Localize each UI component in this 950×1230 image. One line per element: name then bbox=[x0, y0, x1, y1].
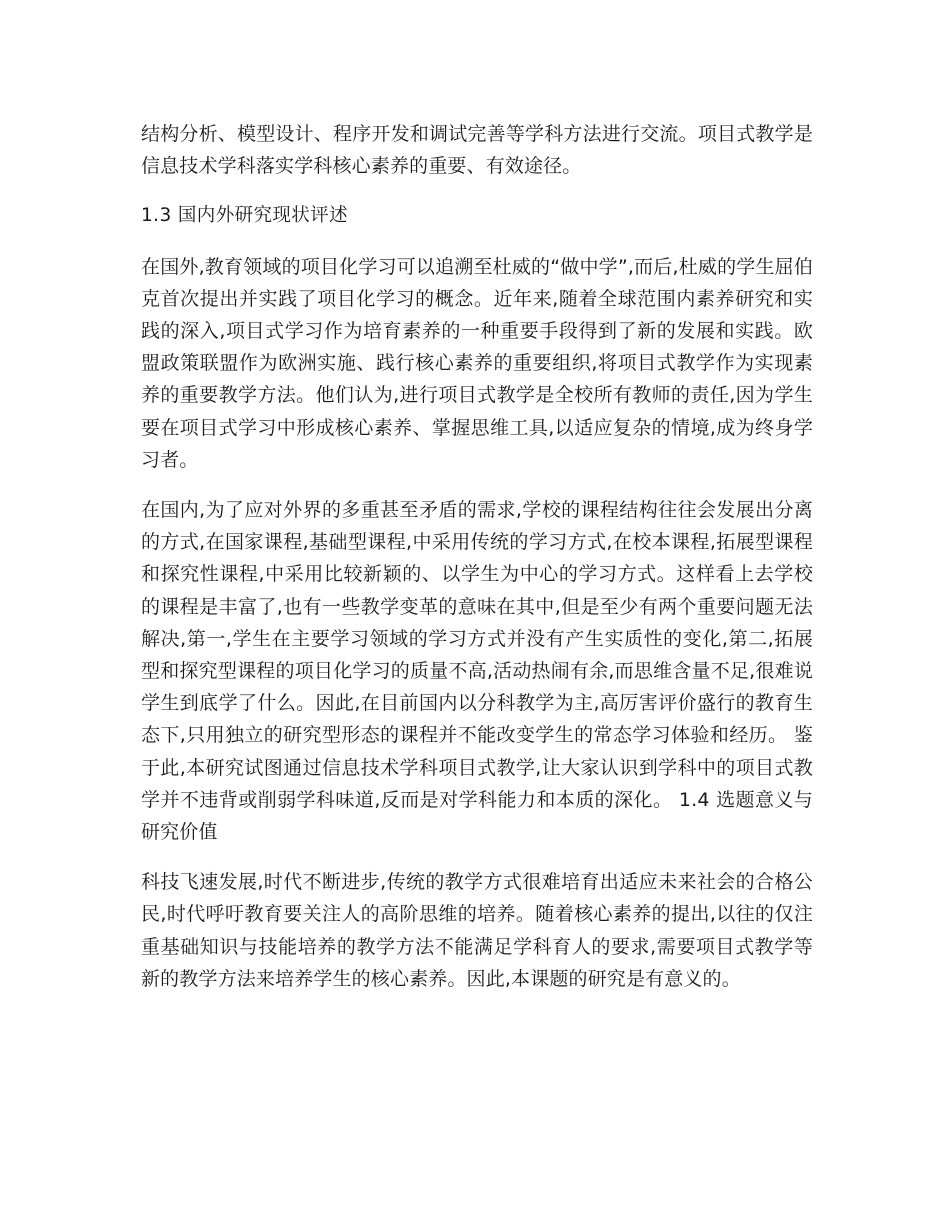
section-heading-1-3: 1.3 国内外研究现状评述 bbox=[141, 205, 349, 227]
paragraph-research-significance: 科技飞速发展,时代不断进步,传统的教学方式很难培育出适应未来社会的合格公民,时代呼吁教育要关注人的高阶思维的培养。随着核心素养的提出,以往的仅注重基础知识与技能培养的教学方法不能满足学科育人的要求,需要项目式教学等新的教学方法来培养学生的核心素养。因此,本课题的研究是有意义的。 bbox=[141, 871, 813, 990]
paragraph-intro-continuation: 结构分析、模型设计、程序开发和调试完善等学科方法进行交流。项目式教学是信息技术学科落实学科核心素养的重要、有效途径。 bbox=[141, 123, 813, 178]
paragraph-domestic-research: 在国内,为了应对外界的多重甚至矛盾的需求,学校的课程结构往往会发展出分离的方式,在国家课程,基础型课程,中采用传统的学习方式,在校本课程,拓展型课程和探究性课程,中采用比较新颖的、以学生为中心的学习方式。这样看上去学校的课程是丰富了,也有一些教学变革的意味在其中,但是至少有两个重要问题无法解决,第一,学生在主要学习领域的学习方式并没有产生实质性的变化,第二,拓展型和探究型课程的项目化学习的质量不高,活动热闹有余,而思维含量不足,很难说学生到底学了什么。因此,在目前国内以分科教学为主,高厉害评价盛行的教育生态下,只用独立的研究型形态的课程并不能改变学生的常态学习体验和经历。 鉴于此,本研究试图通过信息技术学科项目式教学,让大家认识到学科中的项目式教学并不违背或削弱学科味道,反而是对学科能力和本质的深化。 1.4 选题意义与研究价值 bbox=[141, 499, 813, 844]
paragraph-foreign-research: 在国外,教育领域的项目化学习可以追溯至杜威的“做中学”,而后,杜威的学生屈伯克首次提出并实践了项目化学习的概念。近年来,随着全球范围内素养研究和实践的深入,项目式学习作为培育素养的一种重要手段得到了新的发展和实践。欧盟政策联盟作为欧洲实施、践行核心素养的重要组织,将项目式教学作为实现素养的重要教学方法。他们认为,进行项目式教学是全校所有教师的责任,因为学生要在项目式学习中形成核心素养、掌握思维工具,以适应复杂的情境,成为终身学习者。 bbox=[141, 255, 813, 471]
document-page bbox=[141, 118, 813, 1013]
